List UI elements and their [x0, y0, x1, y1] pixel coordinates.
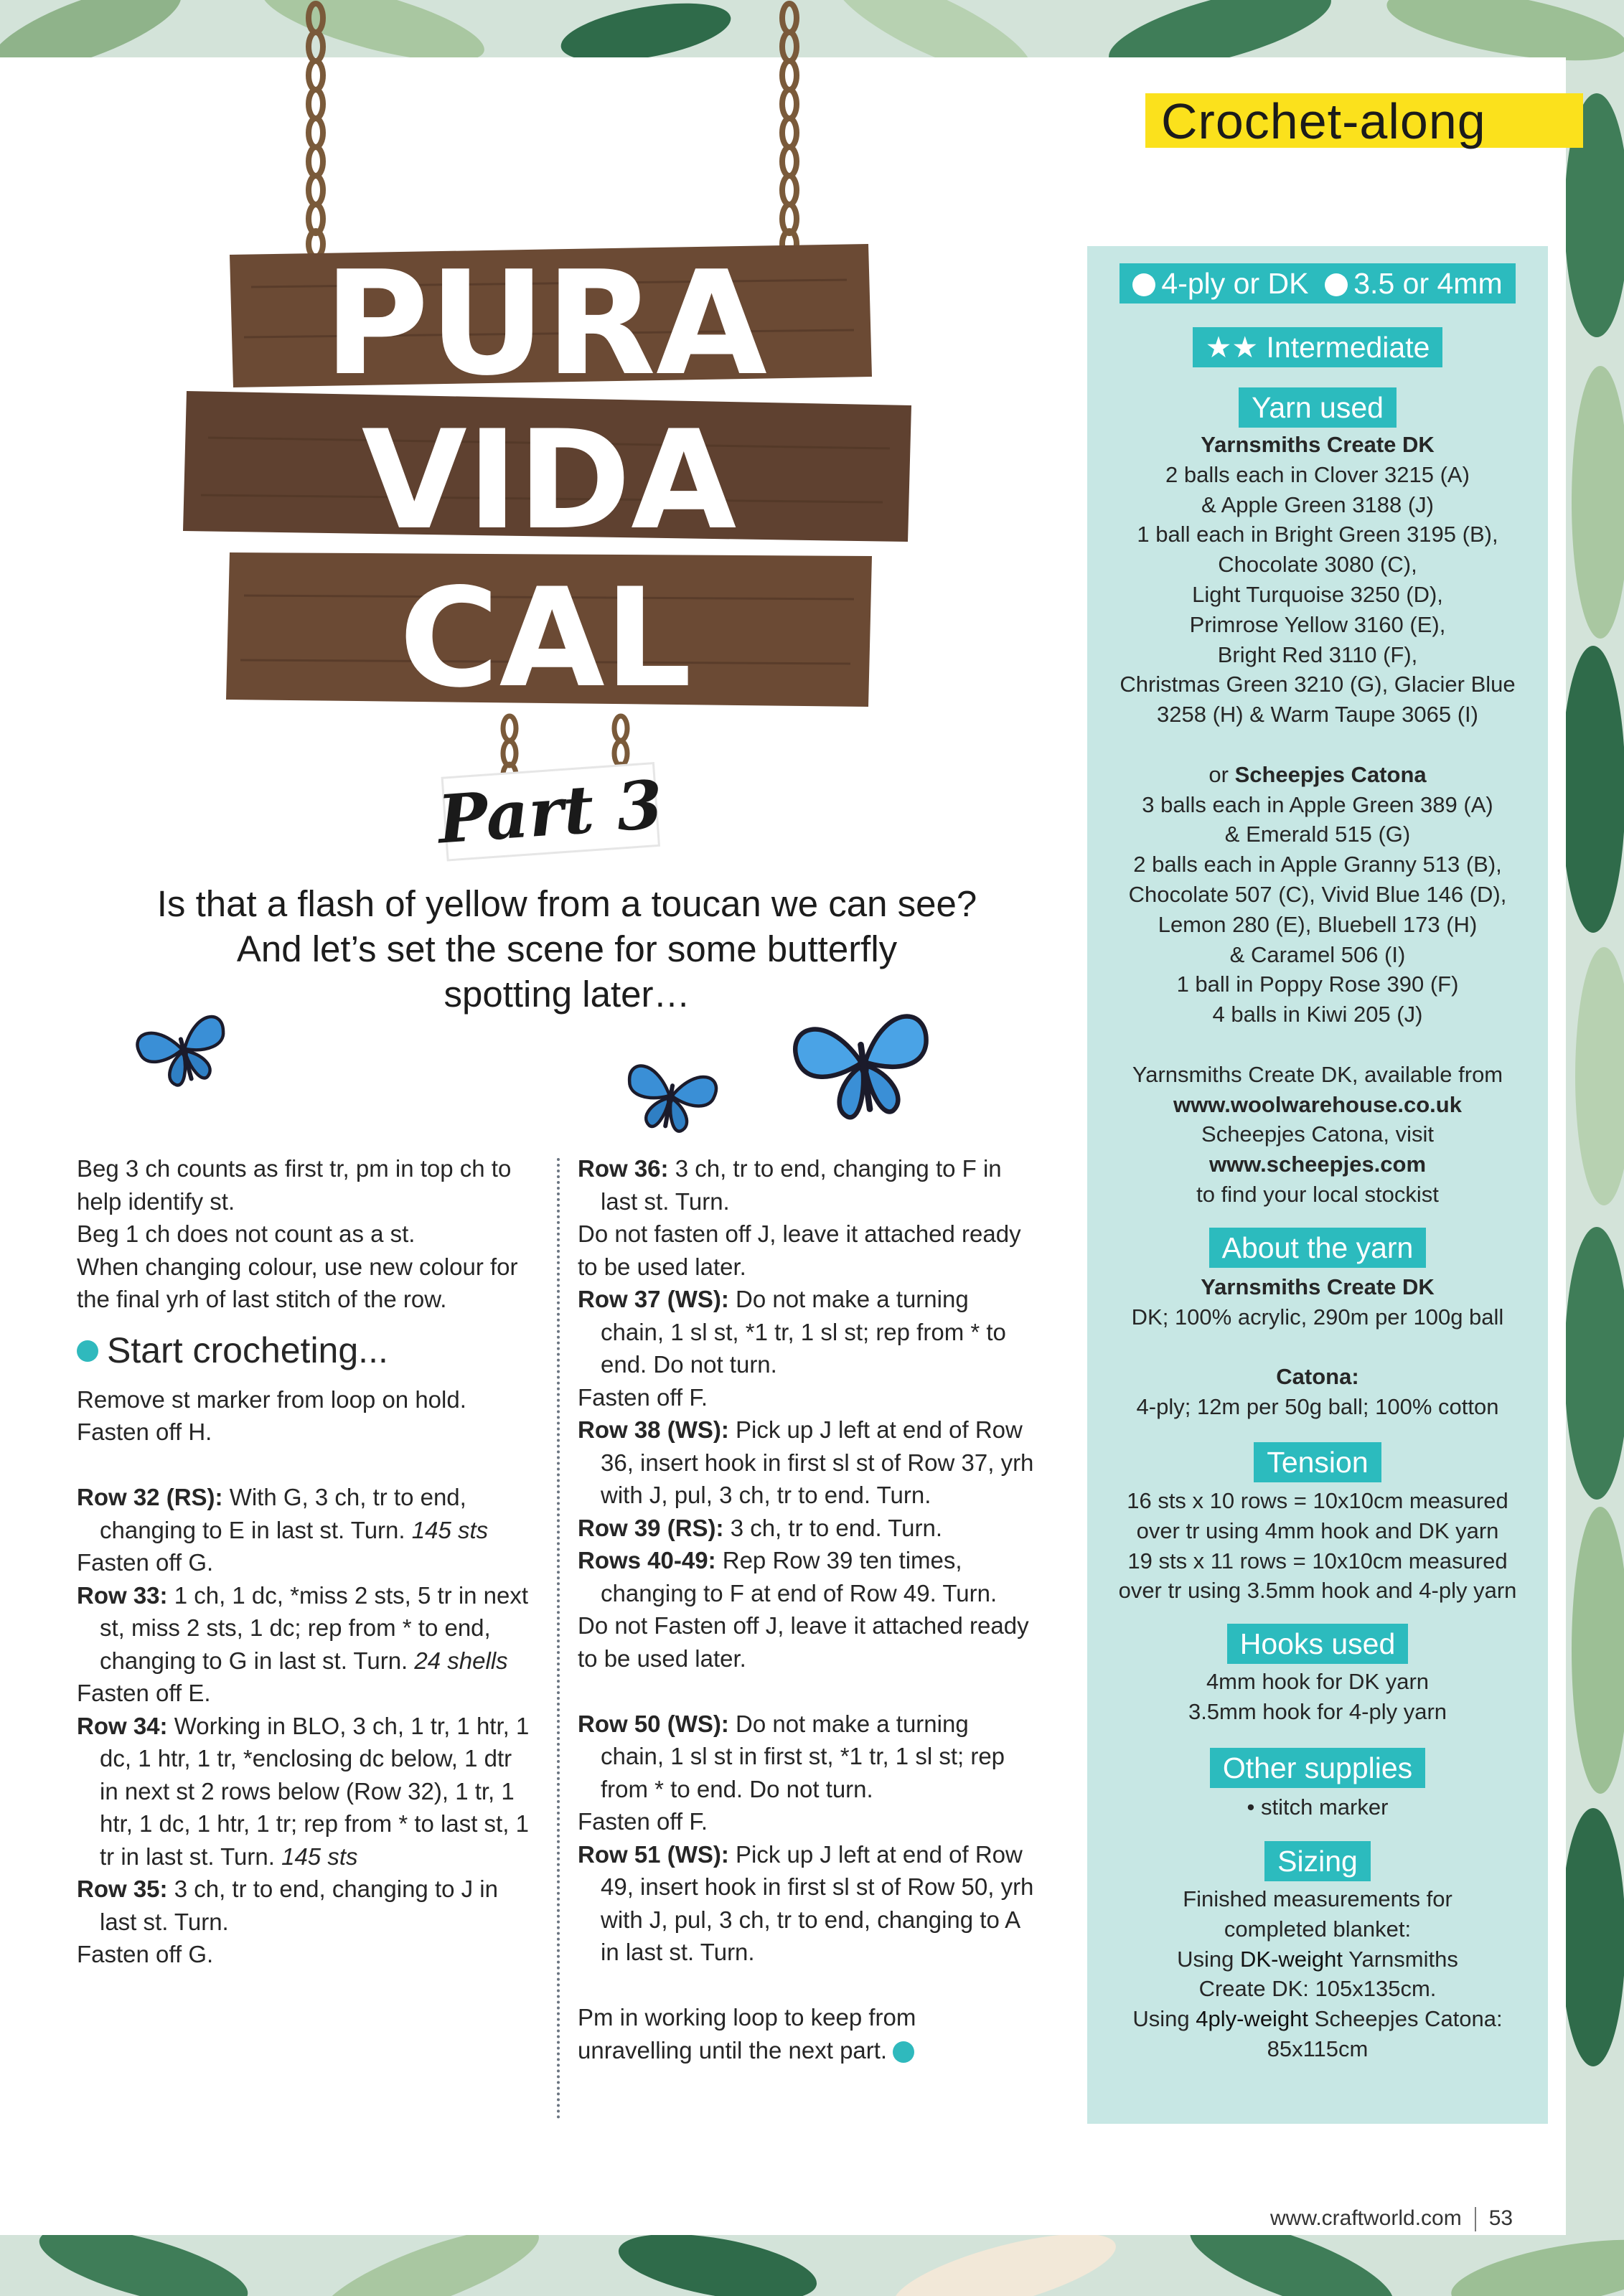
yarn-line: & Emerald 515 (G) — [1224, 822, 1411, 847]
row-label: Row 39 (RS): — [578, 1514, 724, 1541]
page-number: 53 — [1488, 2206, 1513, 2230]
supply-line: • stitch marker — [1247, 1794, 1389, 1820]
tension-line: over tr using 4mm hook and DK yarn — [1136, 1518, 1499, 1543]
fasten-off: Fasten off F. — [578, 1383, 708, 1411]
standfirst-line: And let’s set the scene for some butterfly — [236, 928, 898, 969]
row-text: 1 ch, 1 dc, *miss 2 sts, 5 tr in next st, miss 2 sts, 1 dc; rep from * to end, changing to G in last st. Turn. — [100, 1581, 529, 1674]
hook-size: 3.5 or 4mm — [1353, 267, 1503, 300]
sign-chain-right — [782, 4, 797, 257]
row-51 — [578, 1838, 1037, 1969]
yarn-line: Bright Red 3110 (F), — [1217, 641, 1418, 667]
tension-line: 19 sts x 11 rows = 10x10cm measured — [1127, 1548, 1508, 1573]
sizing-word: Scheepjes Catona: — [1314, 2006, 1503, 2032]
crochet-hook-icon — [1325, 273, 1348, 296]
row-text: Pick up J left at end of Row 36, insert hook in first sl st of Row 37, yrh with J, pul, 3 ch, tr to end. Turn. — [601, 1416, 1034, 1508]
yarn-line: & Caramel 506 (I) — [1229, 941, 1406, 967]
about-yarn-text — [1087, 1272, 1548, 1422]
stitch-count: 145 sts — [281, 1843, 358, 1870]
page-footer — [1270, 2204, 1513, 2233]
sizing-weight: 4ply-weight — [1196, 2006, 1309, 2032]
row-36 — [578, 1152, 1037, 1218]
yarn-line: 2 balls each in Clover 3215 (A) — [1165, 461, 1470, 487]
row-39 — [578, 1512, 1037, 1545]
tension-line: 16 sts x 10 rows = 10x10cm measured — [1127, 1488, 1508, 1513]
yarn-line: 4 balls in Kiwi 205 (J) — [1212, 1002, 1423, 1027]
intro-text: Remove st marker from loop on hold. Fasten off H. — [77, 1385, 466, 1445]
section-title: Crochet-along — [1161, 93, 1486, 149]
row-label: Row 33: — [77, 1581, 168, 1609]
sizing-line: 85x115cm — [1267, 2036, 1369, 2061]
title-line-3: CAL — [399, 559, 692, 718]
yarn-used-list — [1087, 430, 1548, 1210]
row-text: Rep Row 39 ten times, changing to F at end of Row 49. Turn. — [601, 1547, 998, 1606]
yarn-ball-icon — [77, 1340, 98, 1362]
yarn-brand: Yarnsmiths Create DK — [1201, 432, 1435, 457]
fasten-off: Fasten off E. — [77, 1680, 211, 1706]
tension-line: over tr using 3.5mm hook and 4-ply yarn — [1118, 1578, 1517, 1604]
row-text: 3 ch, tr to end. Turn. — [730, 1514, 943, 1541]
row-label: Rows 40-49: — [578, 1547, 716, 1573]
row-label: Row 32 (RS): — [77, 1484, 223, 1510]
row-label: Row 36: — [578, 1155, 669, 1182]
fasten-off: Fasten off F. — [578, 1808, 708, 1835]
stockist-link[interactable]: www.woolwarehouse.co.uk — [1173, 1091, 1462, 1117]
row-34 — [77, 1710, 536, 1873]
weight-hook-tag — [1120, 263, 1515, 304]
yarn-line: Chocolate 3080 (C), — [1218, 552, 1417, 578]
row-50 — [578, 1708, 1037, 1806]
fasten-off: Fasten off G. — [77, 1941, 214, 1967]
pattern-column-right — [578, 1152, 1037, 2066]
part-label-card — [433, 763, 665, 861]
yarn-line: & Apple Green 3188 (J) — [1201, 491, 1434, 517]
sizing-text — [1087, 1884, 1548, 2064]
sizing-line: Create DK: 105x135cm. — [1198, 1976, 1437, 2002]
butterfly-icon — [617, 1040, 725, 1148]
row-text: Pick up J left at end of Row 49, insert hook in first sl st of Row 50, yrh with J, pul, 3 ch, tr to end, changing to A in last st. Turn. — [601, 1840, 1034, 1965]
sizing-word: Using — [1177, 1946, 1234, 1972]
yarn-line: Primrose Yellow 3160 (E), — [1189, 611, 1446, 637]
stockist-link[interactable]: www.scheepjes.com — [1208, 1152, 1427, 1177]
section-header-tag — [1145, 93, 1583, 148]
ending-note — [578, 2001, 1037, 2066]
stockist-text: to find your local stockist — [1196, 1181, 1439, 1207]
part-label: Part 3 — [435, 766, 665, 859]
row-text: 3 ch, tr to end, changing to F in last st. Turn. — [601, 1155, 1002, 1215]
info-sidebar — [1087, 246, 1548, 2124]
other-supplies-text — [1087, 1792, 1548, 1822]
stockist-text: Scheepjes Catona, visit — [1201, 1121, 1434, 1147]
note: Do not Fasten off J, leave it attached ready to be used later. — [578, 1612, 1029, 1672]
hooks-used-text — [1087, 1667, 1548, 1727]
yarn-line: 1 ball in Poppy Rose 390 (F) — [1176, 971, 1459, 997]
start-heading — [77, 1325, 536, 1376]
row-label: Row 50 (WS): — [578, 1710, 729, 1737]
note: When changing colour, use new colour for the final yrh of last stitch of the row. — [77, 1253, 518, 1312]
footer-url[interactable]: www.craftworld.com — [1270, 2206, 1462, 2230]
yarn-line: Lemon 280 (E), Bluebell 173 (H) — [1158, 911, 1478, 937]
row-label: Row 38 (WS): — [578, 1416, 729, 1443]
row-text: With G, 3 ch, tr to end, changing to E in last st. Turn. — [100, 1484, 466, 1543]
note: Beg 1 ch does not count as a st. — [77, 1220, 416, 1247]
row-35 — [77, 1873, 536, 1938]
row-text: Do not make a turning chain, 1 sl st in first st, *1 tr, 1 sl st; rep from * to end. Do not turn. — [601, 1710, 1005, 1802]
stitch-count: 24 shells — [414, 1647, 508, 1674]
column-divider — [557, 1158, 560, 2119]
row-label: Row 34: — [77, 1712, 168, 1739]
stitch-count: 145 sts — [411, 1516, 489, 1543]
yarn-ball-icon — [1132, 273, 1155, 296]
yarn-spec: 4-ply; 12m per 50g ball; 100% cotton — [1136, 1394, 1499, 1420]
row-label: Row 37 (WS): — [578, 1286, 729, 1312]
yarn-line: 2 balls each in Apple Granny 513 (B), — [1133, 852, 1502, 878]
note: Do not fasten off J, leave it attached ready to be used later. — [578, 1220, 1021, 1280]
tension-heading: Tension — [1254, 1442, 1381, 1482]
row-text: 3 ch, tr to end, changing to J in last st. Turn. — [100, 1876, 498, 1935]
sizing-weight: DK-weight — [1240, 1946, 1343, 1972]
about-yarn-heading: About the yarn — [1209, 1228, 1427, 1268]
row-text: Do not make a turning chain, 1 sl st, *1 tr, 1 sl st; rep from * to end. Do not turn. — [601, 1286, 1006, 1378]
yarn-line: 1 ball each in Bright Green 3195 (B), — [1137, 522, 1498, 547]
yarn-line: Chocolate 507 (C), Vivid Blue 146 (D), — [1128, 881, 1507, 907]
footer-separator — [1475, 2207, 1476, 2231]
row-33 — [77, 1579, 536, 1678]
start-heading-text: Start crocheting... — [107, 1330, 388, 1370]
standfirst-line: spotting later… — [443, 974, 690, 1015]
skill-level-tag: ★★ Intermediate — [1193, 327, 1443, 367]
row-38 — [578, 1413, 1037, 1512]
sizing-heading: Sizing — [1264, 1841, 1371, 1881]
yarn-brand: Catona: — [1276, 1364, 1359, 1390]
row-text: Working in BLO, 3 ch, 1 tr, 1 htr, 1 dc, 1 htr, 1 tr, *enclosing dc below, 1 dtr in next st 2 rows below (Row 32), 1 tr, 1 htr, 1 dc, 1 htr, 1 tr; rep from * to last st, 1 tr in last st. Turn. — [100, 1712, 530, 1870]
yarn-brand: Scheepjes Catona — [1234, 761, 1427, 787]
tension-text — [1087, 1486, 1548, 1606]
title-line-2: VIDA — [361, 401, 737, 560]
row-label: Row 51 (WS): — [578, 1840, 729, 1868]
row-32 — [77, 1481, 536, 1546]
hook-line: 3.5mm hook for 4-ply yarn — [1188, 1698, 1447, 1724]
butterfly-icon — [129, 994, 237, 1101]
yarn-ball-icon — [893, 2041, 914, 2063]
sizing-word: Using — [1132, 2006, 1190, 2032]
standfirst-line: Is that a flash of yellow from a toucan we can see? — [156, 883, 977, 924]
hook-line: 4mm hook for DK yarn — [1206, 1669, 1430, 1694]
rows-40-49 — [578, 1544, 1037, 1609]
sizing-line: completed blanket: — [1224, 1916, 1412, 1942]
butterfly-icon — [786, 983, 940, 1137]
sign-chain-left — [309, 4, 323, 257]
sizing-line: Finished measurements for — [1183, 1886, 1452, 1911]
title-sign — [172, 0, 926, 883]
note: Beg 3 ch counts as first tr, pm in top ch to help identify st. — [77, 1155, 512, 1215]
ending-text: Pm in working loop to keep from unravelling until the next part. — [578, 2004, 916, 2064]
row-label: Row 35: — [77, 1876, 168, 1902]
stockist-text: Yarnsmiths Create DK, available from — [1132, 1061, 1503, 1087]
yarn-line: Light Turquoise 3250 (D), — [1192, 581, 1443, 607]
yarn-or: or — [1208, 761, 1229, 787]
yarn-line: Christmas Green 3210 (G), Glacier Blue — [1120, 672, 1516, 697]
yarn-line: 3 balls each in Apple Green 389 (A) — [1142, 791, 1493, 817]
hooks-used-heading: Hooks used — [1227, 1624, 1409, 1664]
yarn-spec: DK; 100% acrylic, 290m per 100g ball — [1131, 1304, 1504, 1330]
other-supplies-heading: Other supplies — [1210, 1748, 1425, 1788]
pattern-column-left — [77, 1152, 536, 1971]
fasten-off: Fasten off G. — [77, 1549, 214, 1576]
yarn-line: 3258 (H) & Warm Taupe 3065 (I) — [1157, 702, 1478, 728]
sizing-word: Yarnsmiths — [1348, 1946, 1458, 1972]
yarn-brand: Yarnsmiths Create DK — [1201, 1274, 1435, 1299]
yarn-used-heading: Yarn used — [1239, 387, 1397, 428]
title-line-1: PURA — [324, 240, 767, 408]
yarn-weight: 4-ply or DK — [1161, 267, 1309, 300]
row-37 — [578, 1283, 1037, 1381]
